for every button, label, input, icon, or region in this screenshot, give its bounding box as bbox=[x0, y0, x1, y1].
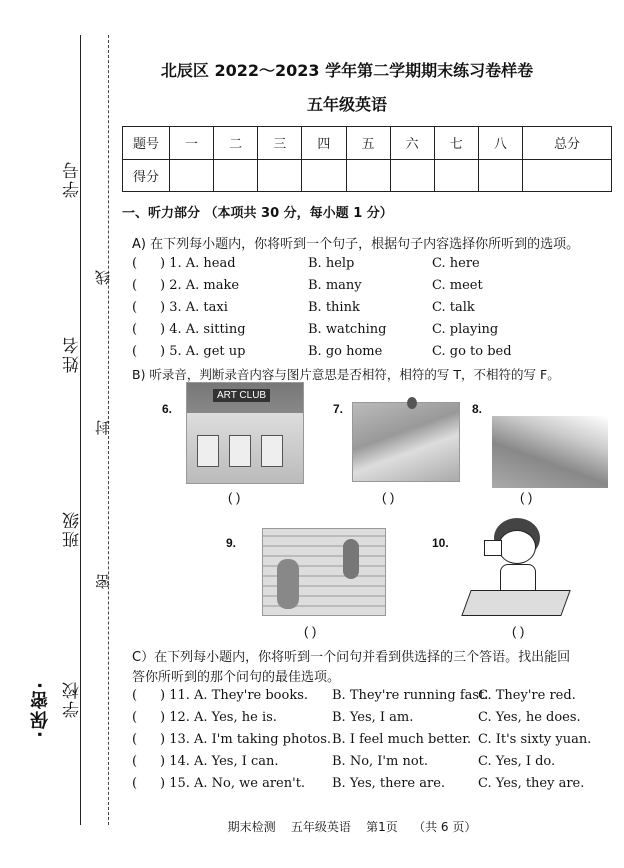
question-option-c: C. go to bed bbox=[432, 344, 512, 359]
question-option-c: C. Yes, he does. bbox=[478, 710, 581, 725]
question-option-b: B. think bbox=[308, 300, 360, 315]
answer-paren[interactable]: ( bbox=[132, 278, 138, 293]
section-a-instruction: A) 在下列每小题内，你将听到一个句子，根据句子内容选择你所听到的选项。 bbox=[132, 237, 580, 252]
a-item bbox=[132, 322, 612, 340]
question-option-a: ) 15. A. No, we aren't. bbox=[160, 776, 306, 791]
b-item-number: 10. bbox=[432, 536, 449, 550]
question-option-b: B. go home bbox=[308, 344, 383, 359]
b-item-number: 6. bbox=[162, 402, 173, 416]
art-club-sign: ART CLUB bbox=[213, 389, 270, 402]
score-input-cell[interactable] bbox=[434, 159, 478, 192]
a-item bbox=[132, 278, 612, 296]
score-input-cell[interactable] bbox=[523, 159, 612, 192]
score-cell: 八 bbox=[478, 127, 522, 160]
picture-girl-drinking bbox=[460, 516, 570, 620]
page-footer: 期末检测 五年级英语 第1页 （共 6 页） bbox=[227, 820, 477, 834]
question-option-a: ) 13. A. I'm taking photos. bbox=[160, 732, 332, 747]
question-option-b: B. Yes, there are. bbox=[332, 776, 446, 791]
c-item bbox=[132, 710, 612, 728]
answer-blank[interactable]: ( ) bbox=[228, 490, 241, 505]
player-figure bbox=[277, 559, 299, 609]
question-option-a: ) 3. A. taxi bbox=[160, 300, 228, 315]
question-option-b: B. Yes, I am. bbox=[332, 710, 414, 725]
side-confidential: ·保密· bbox=[30, 680, 51, 738]
section-c-instruction-2: 答你所听到的那个问句的最佳选项。 bbox=[132, 670, 341, 685]
answer-paren[interactable]: ( bbox=[132, 776, 138, 791]
question-option-b: B. help bbox=[308, 256, 355, 271]
score-cell: 二 bbox=[214, 127, 258, 160]
picture-tennis bbox=[262, 528, 386, 616]
question-option-a: ) 11. A. They're books. bbox=[160, 688, 309, 703]
score-input-cell[interactable] bbox=[302, 159, 346, 192]
picture-river-swimmer bbox=[352, 402, 460, 482]
score-input-cell[interactable] bbox=[478, 159, 522, 192]
question-option-a: ) 4. A. sitting bbox=[160, 322, 246, 337]
side-class-label: 班级 bbox=[63, 510, 83, 548]
score-table-header-row bbox=[123, 127, 612, 160]
a-item bbox=[132, 300, 612, 318]
question-option-c: C. meet bbox=[432, 278, 483, 293]
question-option-a: ) 12. A. Yes, he is. bbox=[160, 710, 277, 725]
question-option-a: ) 2. A. make bbox=[160, 278, 240, 293]
picture-art-club bbox=[186, 382, 304, 484]
question-option-b: B. No, I'm not. bbox=[332, 754, 429, 769]
answer-paren[interactable]: ( bbox=[132, 710, 138, 725]
score-cell: 五 bbox=[346, 127, 390, 160]
question-option-b: B. many bbox=[308, 278, 362, 293]
answer-paren[interactable]: ( bbox=[132, 322, 138, 337]
score-cell: 总分 bbox=[523, 127, 612, 160]
b-item-number: 8. bbox=[472, 402, 483, 416]
answer-paren[interactable]: ( bbox=[132, 732, 138, 747]
score-input-cell[interactable] bbox=[214, 159, 258, 192]
question-option-c: C. playing bbox=[432, 322, 499, 337]
section-b-instruction: B) 听录音，判断录音内容与图片意思是否相符，相符的写 T，不相符的写 F。 bbox=[132, 367, 560, 382]
score-cell: 六 bbox=[390, 127, 434, 160]
score-cell: 三 bbox=[258, 127, 302, 160]
b-item-number: 9. bbox=[226, 536, 237, 550]
answer-blank[interactable]: ( ) bbox=[382, 490, 395, 505]
answer-paren[interactable]: ( bbox=[132, 688, 138, 703]
question-option-a: ) 5. A. get up bbox=[160, 344, 246, 359]
question-option-c: C. Yes, they are. bbox=[478, 776, 585, 791]
cup bbox=[484, 540, 502, 556]
answer-blank[interactable]: ( ) bbox=[512, 624, 525, 639]
binding-line-char: 线 bbox=[94, 268, 112, 285]
question-option-a: ) 1. A. head bbox=[160, 256, 236, 271]
page-subtitle: 五年级英语 bbox=[306, 95, 387, 114]
page-title: 北辰区 2022～2023 学年第二学期期末练习卷样卷 bbox=[160, 61, 534, 80]
answer-blank[interactable]: ( ) bbox=[520, 490, 533, 505]
question-option-b: B. I feel much better. bbox=[332, 732, 472, 747]
binding-seal-char: 封 bbox=[94, 418, 112, 435]
score-cell: 一 bbox=[170, 127, 214, 160]
question-option-a: ) 14. A. Yes, I can. bbox=[160, 754, 279, 769]
score-input-cell[interactable] bbox=[258, 159, 302, 192]
easel-shape bbox=[229, 435, 251, 467]
question-option-c: C. here bbox=[432, 256, 480, 271]
a-item bbox=[132, 256, 612, 274]
side-name-label: 姓名 bbox=[63, 335, 83, 373]
binding-secret-char: 密 bbox=[94, 572, 112, 589]
c-item bbox=[132, 754, 612, 772]
player-figure bbox=[343, 539, 359, 579]
easel-shape bbox=[261, 435, 283, 467]
score-input-cell[interactable] bbox=[170, 159, 214, 192]
answer-blank[interactable]: ( ) bbox=[304, 624, 317, 639]
picture-mountain bbox=[492, 416, 608, 488]
question-option-b: B. They're running fast. bbox=[332, 688, 489, 703]
easel-shape bbox=[197, 435, 219, 467]
question-option-b: B. watching bbox=[308, 322, 387, 337]
score-table-score-row bbox=[123, 159, 612, 192]
c-item bbox=[132, 688, 612, 706]
score-cell: 得分 bbox=[123, 159, 170, 192]
b-item-number: 7. bbox=[333, 402, 344, 416]
question-option-c: C. talk bbox=[432, 300, 475, 315]
c-item bbox=[132, 732, 612, 750]
question-option-c: C. It's sixty yuan. bbox=[478, 732, 592, 747]
c-item bbox=[132, 776, 612, 794]
score-table bbox=[122, 126, 612, 192]
part1-heading: 一、听力部分 （本项共 30 分，每小题 1 分） bbox=[122, 206, 393, 221]
answer-paren[interactable]: ( bbox=[132, 256, 138, 271]
score-cell: 七 bbox=[434, 127, 478, 160]
side-school-label: 学校 bbox=[63, 680, 83, 718]
side-number-label: 学号 bbox=[63, 160, 83, 198]
question-option-c: C. Yes, I do. bbox=[478, 754, 556, 769]
answer-paren[interactable]: ( bbox=[132, 300, 138, 315]
section-c-instruction-1: C）在下列每小题内，你将听到一个问句并看到供选择的三个答语。找出能回 bbox=[132, 650, 571, 665]
girl-face bbox=[498, 530, 536, 564]
score-cell: 四 bbox=[302, 127, 346, 160]
table bbox=[461, 590, 570, 616]
answer-paren[interactable]: ( bbox=[132, 344, 138, 359]
question-option-c: C. They're red. bbox=[478, 688, 576, 703]
a-item bbox=[132, 344, 612, 362]
score-cell: 题号 bbox=[123, 127, 170, 160]
score-input-cell[interactable] bbox=[390, 159, 434, 192]
answer-paren[interactable]: ( bbox=[132, 754, 138, 769]
score-input-cell[interactable] bbox=[346, 159, 390, 192]
person-figure bbox=[407, 397, 417, 409]
